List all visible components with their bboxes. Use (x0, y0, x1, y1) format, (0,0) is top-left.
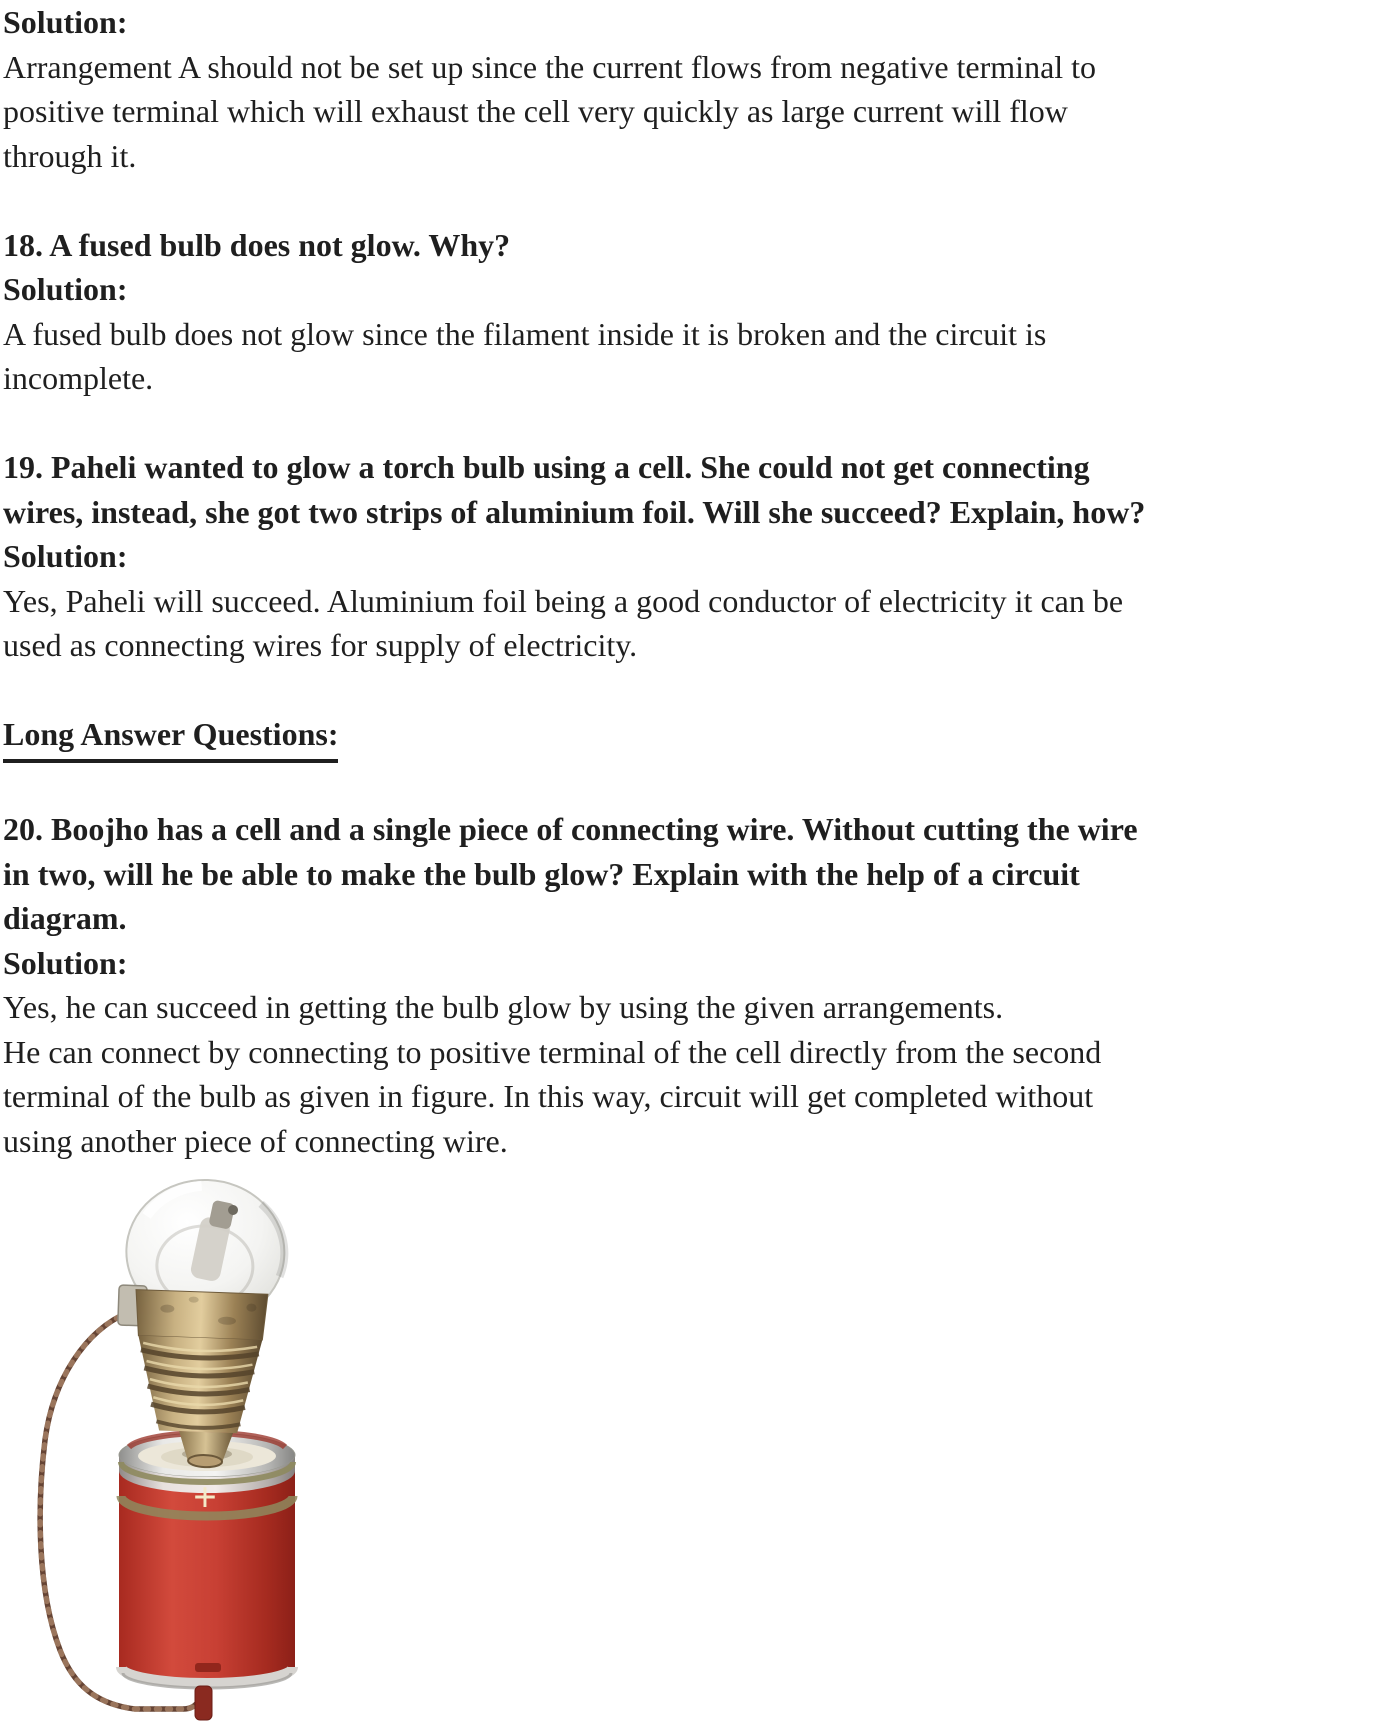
text-line: Yes, Paheli will succeed. Aluminium foil being a good conductor of electricity it can be (3, 582, 1124, 619)
solution-heading: Solution: (3, 944, 128, 981)
battery-plus-label: + (193, 1475, 217, 1521)
text-line: using another piece of connecting wire. (3, 1122, 508, 1159)
text-line: terminal of the bulb as given in figure. In this way, circuit will get completed without (3, 1078, 1094, 1114)
solution-heading: Solution: (3, 4, 128, 40)
text-column (3, 0, 1386, 1163)
section-heading-label: Long Answer Questions: (3, 712, 338, 763)
figure-bulb-on-cell (15, 1170, 325, 1725)
question-20: in two, will he be able to make the bulb glow? Explain with the help of a circuit (3, 855, 1080, 892)
torch-bulb (113, 1177, 287, 1470)
battery-cell (119, 1433, 295, 1688)
blank-line (3, 763, 1386, 808)
question-20: 20. Boojho has a cell and a single piece of connecting wire. Without cutting the wire (3, 811, 1138, 847)
text-line: Yes, he can succeed in getting the bulb glow by using the given arrangements. (3, 989, 1004, 1025)
solution-heading: Solution: (3, 538, 128, 574)
section-heading (3, 712, 1386, 763)
text-line: Arrangement A should not be set up since the current flows from negative terminal to (3, 48, 1097, 85)
text-line: incomplete. (3, 360, 154, 396)
text-line: A fused bulb does not glow since the filament inside it is broken and the circuit is (3, 315, 1047, 352)
bulb-collar (134, 1290, 268, 1341)
wire-terminal-stub (195, 1686, 212, 1720)
question-19: 19. Paheli wanted to glow a torch bulb using a cell. She could not get connecting (3, 449, 1090, 485)
text-line: used as connecting wires for supply of electricity. (3, 627, 638, 663)
blank-line (3, 668, 1386, 713)
bulb-contact-tip-end (188, 1454, 222, 1467)
solution-heading: Solution: (3, 271, 128, 307)
blank-line (3, 401, 1386, 446)
blank-line (3, 178, 1386, 223)
question-20: diagram. (3, 900, 127, 936)
question-19: wires, instead, she got two strips of aluminium foil. Will she succeed? Explain, how? (3, 493, 1146, 530)
text-line: through it. (3, 137, 137, 174)
battery-bottom-marking (195, 1663, 221, 1672)
bulb-cell-illustration (15, 1170, 325, 1725)
question-18: 18. A fused bulb does not glow. Why? (3, 226, 511, 263)
text-line: positive terminal which will exhaust the cell very quickly as large current will flow (3, 93, 1068, 129)
text-line: He can connect by connecting to positive terminal of the cell directly from the second (3, 1033, 1102, 1070)
